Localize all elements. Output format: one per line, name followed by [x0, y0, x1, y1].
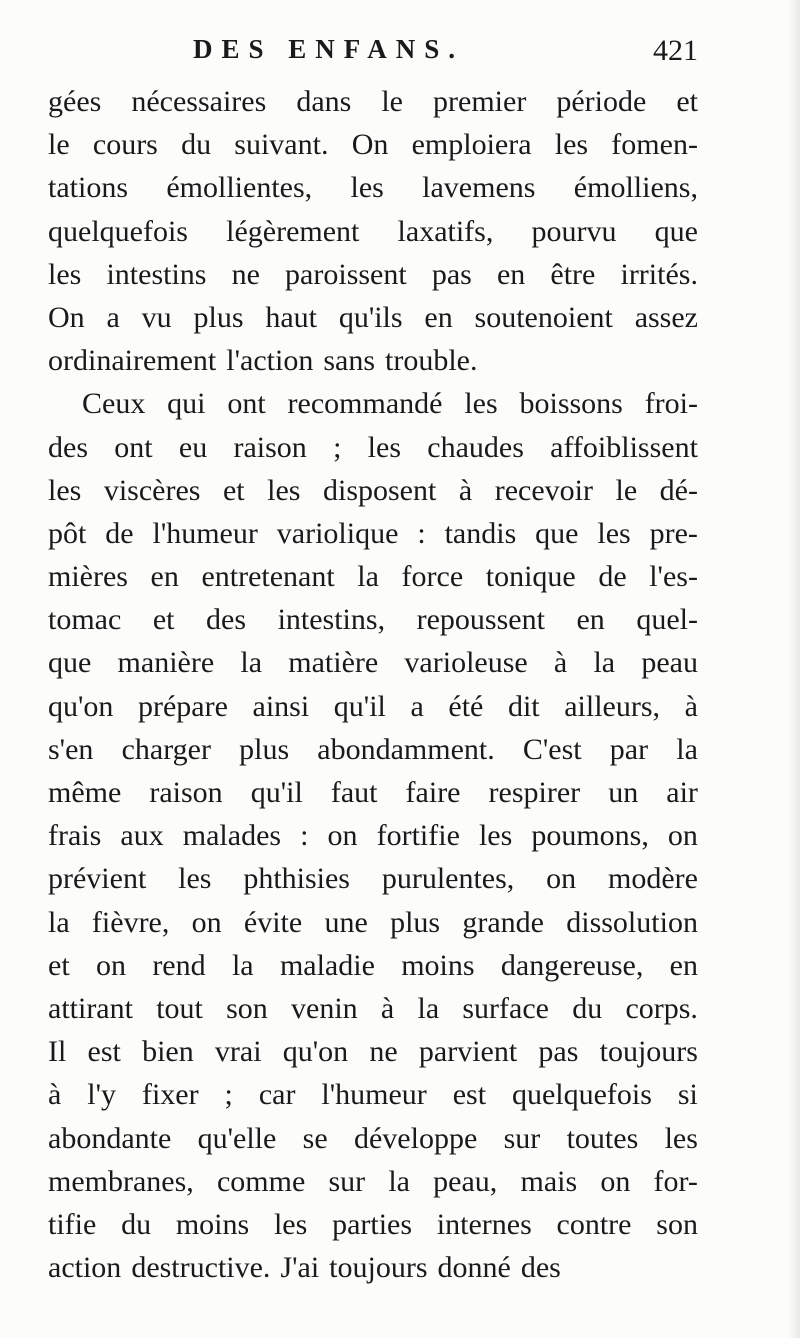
word: la: [231, 948, 254, 982]
page-edge-shadow: [788, 0, 800, 1338]
word: mières: [48, 560, 128, 594]
word: a: [106, 300, 120, 334]
word: donné: [437, 1251, 511, 1285]
word: variolique: [276, 516, 399, 550]
word: tations: [48, 171, 128, 205]
word: ont: [227, 387, 266, 421]
word: la: [48, 905, 70, 939]
word: irrités.: [620, 257, 698, 291]
word: émolliens,: [573, 171, 698, 205]
word: qu'il: [250, 776, 303, 809]
text-line: [48, 253, 698, 296]
word: fièvre,: [91, 905, 170, 939]
word: boissons: [519, 387, 623, 421]
word: a: [410, 689, 424, 723]
word: laxatifs,: [397, 214, 494, 248]
page-number: 421: [653, 34, 698, 67]
word: On: [48, 300, 85, 334]
word: membranes,: [48, 1164, 194, 1198]
word: contre: [556, 1207, 632, 1241]
word: soutenoient: [474, 300, 613, 334]
word: quelquefois: [511, 1078, 652, 1112]
word: moins: [401, 948, 475, 982]
word: dans: [296, 85, 352, 118]
word: est: [87, 1035, 121, 1069]
word: du: [121, 1207, 152, 1241]
word: phthisies: [243, 862, 350, 896]
word: surface: [462, 991, 549, 1025]
word: à: [458, 473, 473, 507]
text-line: [48, 512, 698, 555]
word: on: [600, 1164, 631, 1198]
word: force: [401, 560, 464, 594]
word: abondamment.: [317, 732, 495, 766]
text-line: [48, 123, 698, 166]
word: en: [150, 560, 179, 594]
text-line: [48, 814, 698, 857]
word: on: [667, 819, 698, 853]
text-line: [48, 426, 698, 469]
text-line: [48, 728, 698, 771]
text-line: [48, 1073, 698, 1116]
word: tandis: [444, 516, 517, 550]
word: l'humeur: [152, 516, 258, 550]
word: Ceux: [82, 387, 146, 421]
word: sur: [328, 1164, 366, 1198]
word: frais: [48, 819, 102, 853]
word: les: [48, 473, 82, 507]
word: en: [576, 603, 605, 637]
word: cours: [92, 128, 158, 162]
word: qu'elle: [197, 1121, 277, 1155]
word: les: [350, 171, 384, 205]
word: prépare: [138, 689, 228, 723]
word: tifie: [48, 1207, 97, 1241]
word: grande: [462, 905, 544, 939]
running-title: DES ENFANS.: [193, 34, 465, 64]
text-line: [48, 210, 698, 253]
text-line: [48, 685, 698, 728]
word: en: [424, 300, 453, 334]
word: s'en: [48, 732, 94, 766]
word: les: [367, 430, 401, 464]
word: car: [258, 1078, 296, 1112]
word: de: [598, 560, 627, 594]
text-line: [48, 1203, 698, 1246]
word: manière: [117, 646, 215, 680]
word: se: [302, 1121, 328, 1155]
word: :: [300, 819, 309, 853]
word: Il: [48, 1035, 67, 1069]
word: à: [684, 689, 698, 723]
word: pas: [538, 1035, 579, 1069]
word: en: [496, 257, 526, 291]
word: internes: [436, 1207, 532, 1241]
word: fixer: [141, 1078, 199, 1112]
word: l'es-: [649, 560, 698, 594]
word: prévient: [48, 862, 147, 896]
word: aux: [120, 819, 164, 853]
word: on: [95, 948, 126, 982]
word: on: [191, 905, 222, 939]
word: ne: [231, 257, 260, 291]
word: la: [417, 991, 440, 1025]
text-line: [48, 1160, 698, 1203]
word: que: [535, 516, 579, 550]
word: qui: [167, 387, 206, 421]
word: qu'on: [282, 1035, 349, 1069]
word: raison: [149, 776, 223, 809]
word: gées: [48, 85, 102, 118]
word: tonique: [485, 560, 576, 594]
word: sans: [323, 344, 375, 378]
word: matière: [288, 646, 379, 680]
word: respirer: [488, 776, 581, 809]
word: ne: [369, 1035, 398, 1069]
word: air: [666, 776, 698, 809]
word: premier: [433, 85, 527, 118]
text-line: [48, 641, 698, 684]
word: des: [206, 603, 247, 637]
word: peau: [641, 646, 698, 680]
word: la: [357, 560, 379, 594]
word: tomac: [48, 603, 122, 637]
word: parties: [332, 1207, 413, 1241]
word: dé-: [659, 473, 698, 507]
word: venin: [291, 991, 358, 1025]
word: les: [597, 516, 631, 550]
word: on: [546, 862, 577, 896]
word: à: [380, 991, 395, 1025]
word: été: [448, 689, 484, 723]
word: son: [226, 991, 268, 1025]
word: si: [677, 1078, 698, 1112]
word: la: [593, 646, 616, 680]
word: lavemens: [422, 171, 536, 205]
word: les: [267, 473, 301, 507]
text-line: [48, 598, 698, 641]
word: pre-: [649, 516, 698, 550]
word: par: [609, 732, 649, 766]
page-header: [48, 30, 698, 74]
text-line: [48, 1117, 698, 1160]
word: et: [48, 948, 70, 982]
word: suivant.: [234, 128, 329, 162]
word: viscères: [103, 473, 201, 507]
text-line: [48, 555, 698, 598]
word: maladie: [279, 948, 375, 982]
word: intestins: [106, 257, 207, 291]
word: C'est: [522, 732, 582, 766]
word: toujours: [329, 1251, 428, 1285]
word: modère: [607, 862, 698, 896]
word: froi-: [644, 387, 698, 421]
word: pas: [431, 257, 472, 291]
word: quel-: [636, 603, 698, 637]
word: qu'il: [333, 689, 386, 723]
word: purulentes,: [381, 862, 515, 896]
word: On: [351, 128, 389, 162]
word: la: [388, 1164, 410, 1198]
word: abondante: [48, 1121, 172, 1155]
word: un: [608, 776, 639, 809]
word: eu: [178, 430, 208, 464]
word: plus: [390, 905, 441, 939]
word: corps.: [625, 991, 698, 1025]
word: l'humeur: [321, 1078, 427, 1112]
text-line: [48, 166, 698, 209]
word: dissolution: [566, 905, 698, 939]
word: pôt: [48, 516, 87, 550]
word: rend: [152, 948, 206, 982]
word: charger: [121, 732, 211, 766]
word: et: [222, 473, 245, 507]
word: et: [676, 85, 698, 118]
word: affoiblissent: [550, 430, 698, 464]
word: chaudes: [427, 430, 524, 464]
word: que: [48, 646, 92, 680]
word: les: [273, 1207, 308, 1241]
word: le: [615, 473, 638, 507]
word: quelquefois: [48, 214, 188, 248]
word: les: [48, 257, 82, 291]
body-text: [48, 80, 698, 1289]
word: développe: [353, 1121, 478, 1155]
word: sur: [503, 1121, 541, 1155]
word: trouble.: [385, 344, 478, 378]
text-line: [48, 469, 698, 512]
word: on: [327, 819, 358, 853]
word: plus: [239, 732, 290, 766]
word: repoussent: [416, 603, 545, 637]
word: peau,: [433, 1164, 498, 1198]
word: disposent: [323, 473, 437, 507]
text-line: [48, 382, 698, 425]
word: ont: [114, 430, 153, 464]
word: les: [554, 128, 589, 162]
word: être: [550, 257, 596, 291]
word: recevoir: [494, 473, 593, 507]
word: les: [178, 862, 212, 896]
word: faire: [405, 776, 461, 809]
word: des: [48, 430, 88, 464]
text-line: [48, 296, 698, 339]
word: haut: [265, 300, 317, 334]
word: emploiera: [411, 128, 532, 162]
word: ailleurs,: [564, 689, 661, 723]
word: poumons,: [531, 819, 649, 853]
word: à: [48, 1078, 62, 1112]
word: l'action: [226, 344, 314, 378]
word: de: [105, 516, 134, 550]
word: période: [556, 85, 647, 118]
word: tout: [156, 991, 203, 1025]
text-line: [48, 771, 698, 814]
word: ainsi: [252, 689, 310, 723]
word: son: [656, 1207, 698, 1241]
text-line: [48, 339, 698, 382]
word: du: [572, 991, 603, 1025]
word: nécessaires: [131, 85, 267, 118]
word: évite: [243, 905, 303, 939]
word: l'y: [87, 1078, 117, 1112]
word: malades: [182, 819, 282, 853]
word: destructive.: [131, 1251, 271, 1285]
word: des: [520, 1251, 561, 1285]
word: faut: [330, 776, 378, 809]
word: la: [240, 646, 263, 680]
word: le: [48, 128, 70, 162]
word: du: [181, 128, 212, 162]
word: vrai: [214, 1035, 262, 1069]
word: en: [669, 948, 698, 982]
word: raison: [233, 430, 307, 464]
word: qu'on: [48, 689, 114, 723]
word: les: [478, 819, 513, 853]
word: assez: [634, 300, 698, 334]
word: ordinairement: [48, 344, 217, 378]
word: comme: [216, 1164, 306, 1198]
text-line: [48, 1246, 698, 1289]
word: varioleuse: [404, 646, 528, 680]
word: à: [553, 646, 568, 680]
word: intestins,: [277, 603, 386, 637]
word: est: [452, 1078, 487, 1112]
word: et: [152, 603, 175, 637]
word: paroissent: [285, 257, 407, 291]
text-line: [48, 901, 698, 944]
word: légèrement: [226, 214, 360, 248]
text-line: [48, 944, 698, 987]
text-line: [48, 80, 698, 123]
word: toujours: [599, 1035, 698, 1069]
word: vu: [141, 300, 172, 334]
word: même: [48, 776, 122, 809]
word: le: [381, 85, 403, 118]
word: fomen-: [611, 128, 698, 162]
word: moins: [175, 1207, 250, 1241]
word: émollientes,: [166, 171, 313, 205]
word: entretenant: [201, 560, 335, 594]
word: dangereuse,: [500, 948, 644, 982]
word: ;: [333, 430, 342, 464]
word: une: [324, 905, 368, 939]
word: for-: [653, 1164, 698, 1198]
word: toutes: [566, 1121, 639, 1155]
word: que: [654, 214, 698, 248]
text-line: [48, 857, 698, 900]
word: les: [464, 387, 498, 421]
text-line: [48, 1030, 698, 1073]
word: la: [676, 732, 698, 766]
word: les: [664, 1121, 698, 1155]
word: recommandé: [287, 387, 443, 421]
word: pourvu: [531, 214, 617, 248]
word: action: [48, 1251, 122, 1285]
word: ;: [224, 1078, 233, 1112]
word: J'ai: [280, 1251, 320, 1285]
word: fortifie: [376, 819, 460, 853]
word: attirant: [48, 991, 133, 1025]
word: bien: [142, 1035, 194, 1069]
text-line: [48, 987, 698, 1030]
word: parvient: [418, 1035, 518, 1069]
word: dit: [507, 689, 540, 723]
word: plus: [193, 300, 244, 334]
word: :: [417, 516, 426, 550]
word: mais: [520, 1164, 578, 1198]
word: qu'ils: [338, 300, 403, 334]
